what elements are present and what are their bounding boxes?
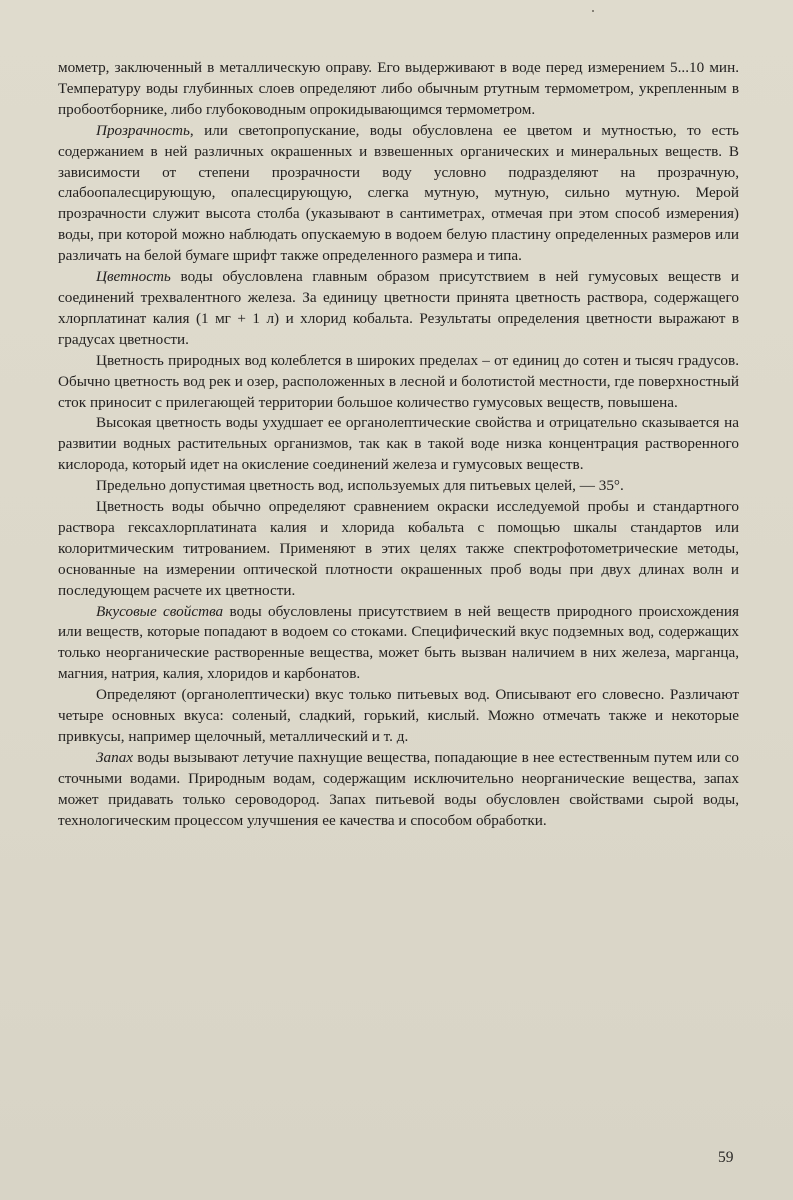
term-transparency: Прозрачность [96,121,190,139]
paragraph-color-range: Цветность природных вод колеблется в широких пределах – от единиц до сотен и тысяч градусов. Обычно цветность вод рек и озер, расположенных в лесной и болотистой местности, где поверхностный сток приносит с прилегающей территории большое количество гумусовых веществ, повышена. [58,351,739,411]
paragraph-limit: Предельно допустимая цветность вод, используемых для питьевых целей, — 35°. [96,477,624,495]
paragraph-thermometer: мометр, заключенный в металлическую оправу. Его выдерживают в воде перед измерением 5...10 мин. Температуру воды глубинных слоев определяют либо обычным ртутным термометром, укрепленным в пробоотборнике, либо глубоководным опрокидывающимся термометром. [58,59,739,118]
term-color: Цветность [96,268,171,286]
paragraph-high-color: Высокая цветность воды ухудшает ее органолептические свойства и отрицательно сказывается на развитии водных растительных организмов, так как в такой воде низка концентрация растворенного кислорода, который идет на окисление соединений железа и гумусовых веществ. [58,414,739,474]
paragraph-color: Цветность воды обусловлена главным образом присутствием в ней гумусовых веществ и соединений трехвалентного железа. За единицу цветности принята цветность раствора, содержащего хлорплатинат калия (1 мг + 1 л) и хлорид кобальта. Результаты определения цветности выражают в градусах цветности. [58,268,739,348]
page-number: 59 [718,1149,734,1166]
paragraph-odor: Запах воды вызывают летучие пахнущие вещества, попадающие в нее естественным путем или со сточными водами. Природным водам, содержащим исключительно неорганические вещества, запах может придавать только сероводород. Запах питьевой воды обусловлен свойствами сырой воды, технологическим процессом улучшения ее качества и способом обработки. [58,748,739,829]
body-text [58,58,739,832]
paragraph-taste-method: Определяют (органолептически) вкус только питьевых вод. Описывают его словесно. Различают четыре основных вкуса: соленый, сладкий, горький, кислый. Можно отмечать также и некоторые привкусы, например щелочный, металлический и т. д. [58,686,739,745]
print-speck [592,10,594,12]
paragraph-transparency: Прозрачность, или светопропускание, воды обусловлена ее цветом и мутностью, то есть содержанием в ней различных окрашенных и взвешенных органических и минеральных веществ. В зависимости от степени прозрачности воду условно подразделяют на прозрачную, слабоопалесцирующую, опалесцирующую, слегка мутную, мутную, сильно мутную. Мерой прозрачности служит высота столба (указывают в сантиметрах, отмечая при этом способ измерения) воды, при которой можно наблюдать опускаемую в водоем белую пластину определенных размеров или различать на белой бумаге шрифт также определенного размера и типа. [58,121,739,265]
term-odor: Запах [96,748,134,766]
paragraph-color-method: Цветность воды обычно определяют сравнением окраски исследуемой пробы и стандартного раствора гексахлорплатината калия и хлорида кобальта с помощью шкалы стандартов или колоритмическим титрованием. Применяют в этих целях также спектрофотометрические методы, основанные на измерении оптической плотности окрашенных проб воды при двух длинах волн и последующем расчете их цветности. [58,498,739,599]
paragraph-taste: Вкусовые свойства воды обусловлены присутствием в ней веществ природного происхождения или веществ, которые попадают в водоем со стоками. Специфический вкус подземных вод, содержащих только неорганические растворенные вещества, может быть вызван наличием в них железа, марганца, магния, натрия, калия, хлоридов и карбонатов. [58,602,740,683]
term-taste: Вкусовые свойства [96,602,224,620]
